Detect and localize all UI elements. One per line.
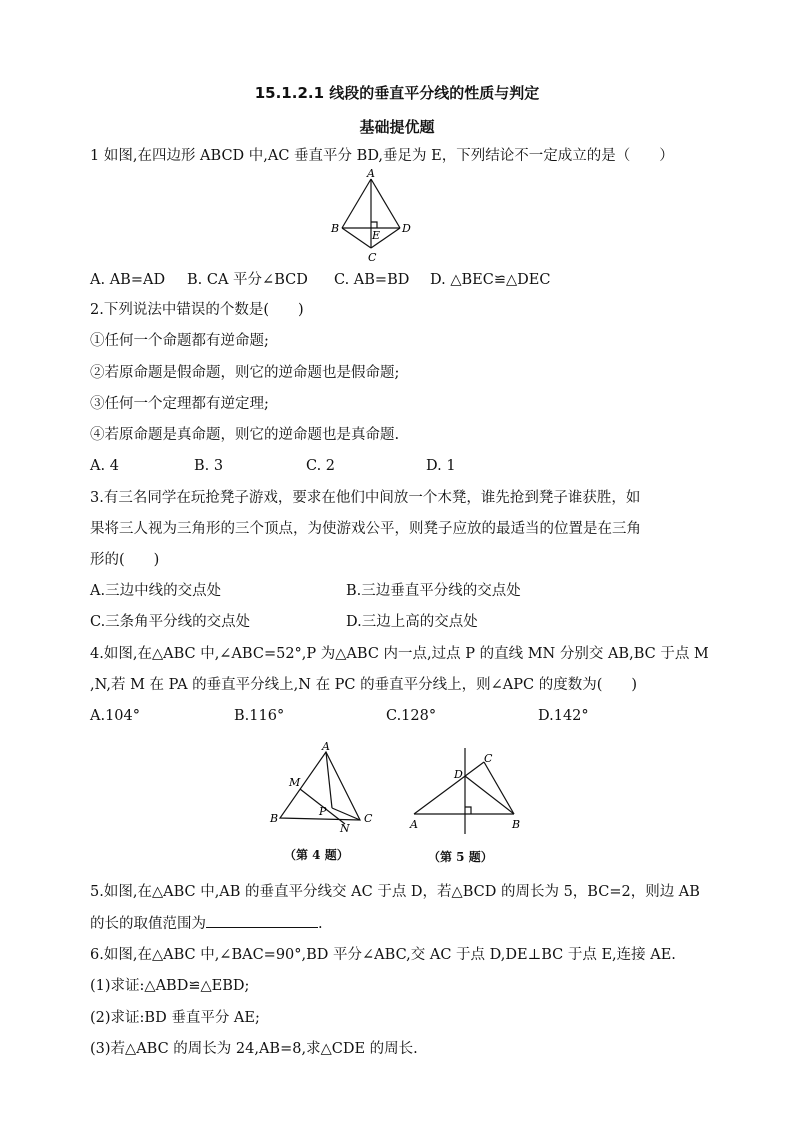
q5-stem-line-2 bbox=[90, 913, 323, 934]
q3-option-c: C.三条角平分线的交点处 bbox=[90, 614, 251, 630]
q5-stem-prefix: 的长的取值范围为 bbox=[90, 916, 206, 932]
q1-edge-ab bbox=[342, 179, 371, 228]
q2-item-3: ③任何一个定理都有逆定理; bbox=[90, 396, 269, 412]
q5-answer-blank[interactable] bbox=[206, 913, 318, 928]
q5-label-a: A bbox=[410, 818, 418, 831]
q1-edge-ad bbox=[371, 179, 400, 228]
page-subtitle: 基础提优题 bbox=[359, 118, 435, 136]
q5-figure-caption: （第 5 题） bbox=[428, 850, 493, 864]
q5-stem-suffix: . bbox=[318, 916, 323, 932]
q1-label-a: A bbox=[367, 167, 375, 180]
q1-stem: 1 如图,在四边形 ABCD 中,AC 垂直平分 BD,垂足为 E，下列结论不一定成立的是（ ） bbox=[90, 148, 674, 164]
q5-segment-bd bbox=[465, 776, 514, 814]
q3-stem-line-3: 形的( ) bbox=[90, 552, 160, 568]
q2-stem: 2.下列说法中错误的个数是( ) bbox=[90, 302, 304, 318]
q2-option-a: A. 4 bbox=[90, 458, 119, 474]
q6-part-1: (1)求证:△ABD≌△EBD; bbox=[90, 978, 250, 994]
q4-label-p: P bbox=[319, 805, 327, 818]
q2-item-2: ②若原命题是假命题，则它的逆命题也是假命题; bbox=[90, 365, 400, 381]
q1-label-e: E bbox=[372, 229, 381, 242]
q4-figure-caption: （第 4 题） bbox=[284, 848, 349, 862]
q2-option-d: D. 1 bbox=[426, 458, 456, 474]
q6-stem: 6.如图,在△ABC 中,∠BAC=90°,BD 平分∠ABC,交 AC 于点 D,DE⊥BC 于点 E,连接 AE. bbox=[90, 947, 676, 963]
q5-segment-bc bbox=[484, 762, 514, 814]
q5-label-c: C bbox=[484, 752, 493, 765]
q1-edge-bc bbox=[342, 228, 371, 248]
q3-option-a: A.三边中线的交点处 bbox=[90, 583, 222, 599]
q1-right-angle-mark bbox=[371, 222, 377, 228]
q1-option-a: A. AB=AD bbox=[90, 272, 166, 288]
q4-label-b: B bbox=[270, 812, 279, 825]
q5-segment-ac bbox=[414, 762, 484, 814]
page-title: 15.1.2.1 线段的垂直平分线的性质与判定 bbox=[254, 84, 540, 102]
q4-option-b: B.116° bbox=[234, 708, 285, 724]
q1-option-d: D. △BEC≌△DEC bbox=[430, 272, 551, 288]
q4-segment-pa bbox=[326, 752, 332, 808]
q1-option-b: B. CA 平分∠BCD bbox=[187, 272, 308, 288]
q3-option-b: B.三边垂直平分线的交点处 bbox=[346, 583, 521, 599]
q1-figure bbox=[326, 166, 416, 266]
q5-right-angle-mark bbox=[465, 807, 471, 814]
q4-figure bbox=[266, 740, 386, 835]
q4-label-c: C bbox=[364, 812, 373, 825]
q4-option-a: A.104° bbox=[90, 708, 141, 724]
q4-stem-line-2: ,N,若 M 在 PA 的垂直平分线上,N 在 PC 的垂直平分线上，则∠APC 的度数为( ) bbox=[90, 677, 638, 693]
q5-figure bbox=[404, 744, 529, 836]
q4-label-m: M bbox=[289, 776, 301, 789]
q5-label-b: B bbox=[512, 818, 521, 831]
q3-option-d: D.三边上高的交点处 bbox=[346, 614, 478, 630]
q4-label-a: A bbox=[322, 740, 330, 753]
q1-label-d: D bbox=[402, 222, 411, 235]
q4-option-c: C.128° bbox=[386, 708, 437, 724]
q2-option-c: C. 2 bbox=[306, 458, 336, 474]
q5-label-d: D bbox=[454, 768, 463, 781]
q6-part-2: (2)求证:BD 垂直平分 AE; bbox=[90, 1010, 260, 1026]
q4-stem-line-1: 4.如图,在△ABC 中,∠ABC=52°,P 为△ABC 内一点,过点 P 的直线 MN 分别交 AB,BC 于点 M bbox=[90, 646, 709, 662]
q6-part-3: (3)若△ABC 的周长为 24,AB=8,求△CDE 的周长. bbox=[90, 1041, 418, 1057]
q2-option-b: B. 3 bbox=[194, 458, 224, 474]
q5-stem-line-1: 5.如图,在△ABC 中,AB 的垂直平分线交 AC 于点 D，若△BCD 的周长为 5，BC=2，则边 AB bbox=[90, 884, 700, 900]
q2-item-1: ①任何一个命题都有逆命题; bbox=[90, 333, 269, 349]
q1-label-b: B bbox=[331, 222, 340, 235]
q4-segment-pc bbox=[332, 808, 360, 820]
q4-option-d: D.142° bbox=[538, 708, 589, 724]
q1-option-c: C. AB=BD bbox=[334, 272, 410, 288]
q3-stem-line-1: 3.有三名同学在玩抢凳子游戏，要求在他们中间放一个木凳，谁先抢到凳子谁获胜，如 bbox=[90, 490, 641, 506]
q4-label-n: N bbox=[340, 822, 350, 835]
q2-item-4: ④若原命题是真命题，则它的逆命题也是真命题. bbox=[90, 427, 400, 443]
q1-label-c: C bbox=[368, 251, 377, 264]
q3-stem-line-2: 果将三人视为三角形的三个顶点，为使游戏公平，则凳子应放的最适当的位置是在三角 bbox=[90, 521, 641, 537]
